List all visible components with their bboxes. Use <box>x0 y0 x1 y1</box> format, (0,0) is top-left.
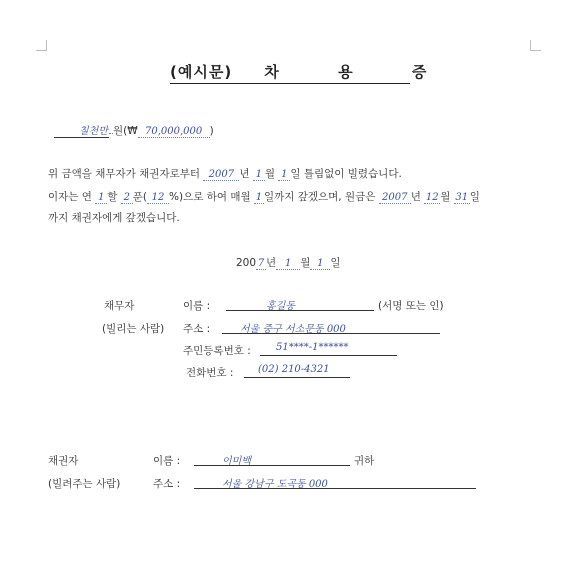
amount-korean: 칠천만 <box>79 126 108 137</box>
crop-mark-top-right <box>530 40 541 51</box>
repay-day: 31 <box>455 192 469 203</box>
paragraph-interest <box>48 189 480 204</box>
creditor-honorific: 귀하 <box>354 455 375 467</box>
date-day: 1 <box>310 258 330 270</box>
debtor-sign-note: (서명 또는 인) <box>378 300 444 312</box>
repay-month: 12 <box>425 192 439 203</box>
debtor-role-label: 채무자 <box>104 300 135 312</box>
debtor-address-label: 주소 : <box>183 323 211 335</box>
title-prefix: (예시문) <box>170 63 233 81</box>
debtor-id-label: 주민등록번호 : <box>183 345 251 357</box>
para2-text-c: 푼( <box>132 191 148 203</box>
loan-day: 1 <box>278 169 290 181</box>
interest-hal: 1 <box>95 192 107 204</box>
para1-text-b: 년 <box>239 168 250 180</box>
date-day-label: 일 <box>330 257 341 269</box>
amount-figure: 70,000,000 <box>138 126 210 138</box>
creditor-role-sub: (빌려주는 사람) <box>48 478 121 490</box>
debtor-address-value: 서울 중구 서소문동 000 <box>240 324 346 335</box>
creditor-role-label: 채권자 <box>48 455 79 467</box>
para2-text-d: %)으로 하여 매월 <box>169 191 251 203</box>
loan-year: 2007 <box>203 169 239 181</box>
repay-year: 2007 <box>379 192 411 204</box>
crop-mark-top-left <box>36 40 47 51</box>
amount-close: ) <box>209 125 214 137</box>
amount-won-label: 원(₩ <box>113 125 138 137</box>
para2-text-h: 일 <box>469 191 480 203</box>
para1-text-c: 월 <box>264 168 276 180</box>
document-date <box>236 255 341 270</box>
debtor-id-value: 51****-1****** <box>276 342 349 353</box>
para2-text-g: 월 <box>440 191 451 203</box>
debtor-phone-label: 전화번호 : <box>186 367 234 379</box>
creditor-name-value: 이미백 <box>222 456 251 467</box>
date-year-digit: 7 <box>257 258 265 269</box>
interest-rate: 12 <box>147 192 169 204</box>
date-year-label: 년 <box>266 257 277 269</box>
amount-line <box>54 122 214 138</box>
loan-month: 1 <box>253 169 265 181</box>
paragraph-loan-date <box>48 166 402 181</box>
debtor-phone-value: (02) 210-4321 <box>258 364 330 375</box>
creditor-address-label: 주소 : <box>153 478 181 490</box>
para2-text-e: 일까지 갚겠으며, 원금은 <box>263 191 376 203</box>
paragraph-closing: 까지 채권자에게 갚겠습니다. <box>48 212 180 224</box>
debtor-name-label: 이름 : <box>183 300 211 312</box>
debtor-role-sub: (빌리는 사람) <box>102 323 165 335</box>
document-title <box>170 61 428 84</box>
para2-text-a: 이자는 연 <box>48 191 92 203</box>
para1-text-a: 위 금액을 채무자가 채권자로부터 <box>48 168 201 180</box>
creditor-address-value: 서울 강남구 도곡동 000 <box>222 479 328 490</box>
title-char-2: 용 <box>338 63 354 81</box>
para1-text-d: 일 틀림없이 빌렸습니다. <box>290 168 402 180</box>
title-char-3: 증 <box>411 63 428 81</box>
interest-payday: 1 <box>255 192 263 203</box>
para2-text-f: 년 <box>410 191 421 203</box>
debtor-name-value: 홍길동 <box>266 301 295 312</box>
date-year-prefix: 200 <box>236 257 257 269</box>
title-char-1: 차 <box>264 63 280 81</box>
date-month: 1 <box>276 258 300 270</box>
date-month-label: 월 <box>300 257 311 269</box>
creditor-name-label: 이름 : <box>153 455 181 467</box>
para2-text-b: 할 <box>107 191 118 203</box>
interest-pun: 2 <box>121 192 133 204</box>
